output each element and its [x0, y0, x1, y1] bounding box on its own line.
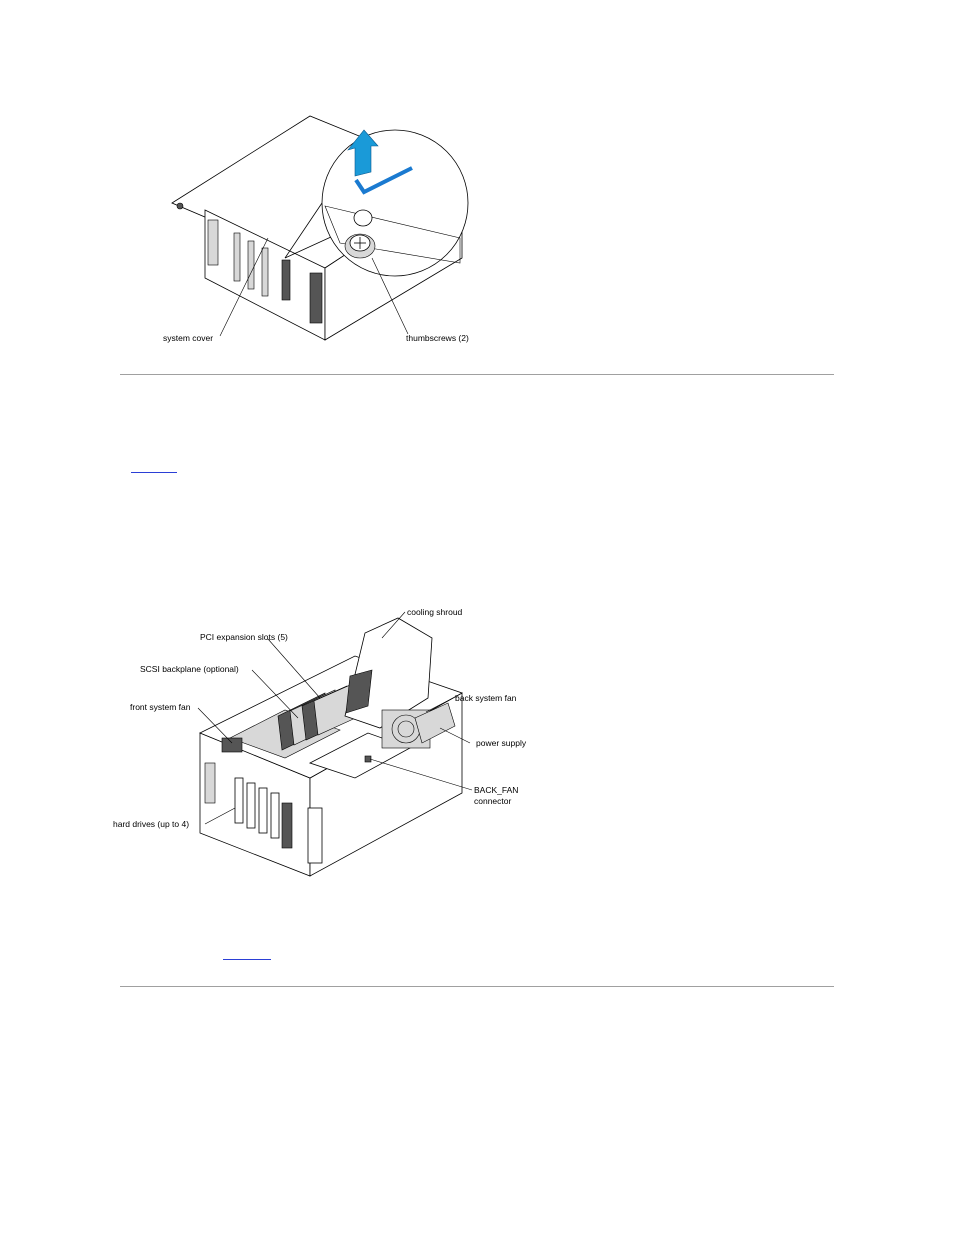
- optical-drive: [282, 803, 292, 848]
- hard-drive-3: [259, 788, 267, 833]
- front-system-fan-icon: [222, 738, 242, 752]
- callout-system-cover: system cover: [163, 333, 214, 343]
- callout-thumbscrews: thumbscrews (2): [406, 333, 469, 343]
- optical-bay: [310, 273, 322, 323]
- callout-pci-expansion-slots: PCI expansion slots (5): [200, 632, 288, 642]
- hyperlink-underline-1[interactable]: [131, 472, 177, 473]
- hyperlink-underline-2[interactable]: [223, 959, 271, 960]
- inside-system-figure: [110, 598, 540, 883]
- callout-scsi-backplane: SCSI backplane (optional): [140, 664, 239, 674]
- media-bay: [308, 808, 322, 863]
- section-divider-2: [120, 986, 834, 987]
- section-divider-1: [120, 374, 834, 375]
- system-cover-removal-figure: [150, 108, 480, 353]
- front-vent: [205, 763, 215, 803]
- callout-power-supply: power supply: [476, 738, 527, 748]
- hard-drive-1: [235, 778, 243, 823]
- drive-bay-3: [262, 248, 268, 296]
- callout-hard-drives: hard drives (up to 4): [113, 819, 190, 829]
- drive-bay-2: [248, 241, 254, 289]
- drive-bay-4: [282, 260, 290, 300]
- hard-drive-2: [247, 783, 255, 828]
- front-vent: [208, 220, 218, 265]
- callout-back-fan-connector-line2: connector: [474, 796, 512, 806]
- hard-drive-4: [271, 793, 279, 838]
- callout-back-system-fan: back system fan: [455, 693, 517, 703]
- drive-bay-1: [234, 233, 240, 281]
- cover-thumbscrew-small: [177, 203, 183, 209]
- callout-front-system-fan: front system fan: [130, 702, 191, 712]
- callout-cooling-shroud: cooling shroud: [407, 607, 463, 617]
- callout-back-fan-connector-line1: BACK_FAN: [474, 785, 519, 795]
